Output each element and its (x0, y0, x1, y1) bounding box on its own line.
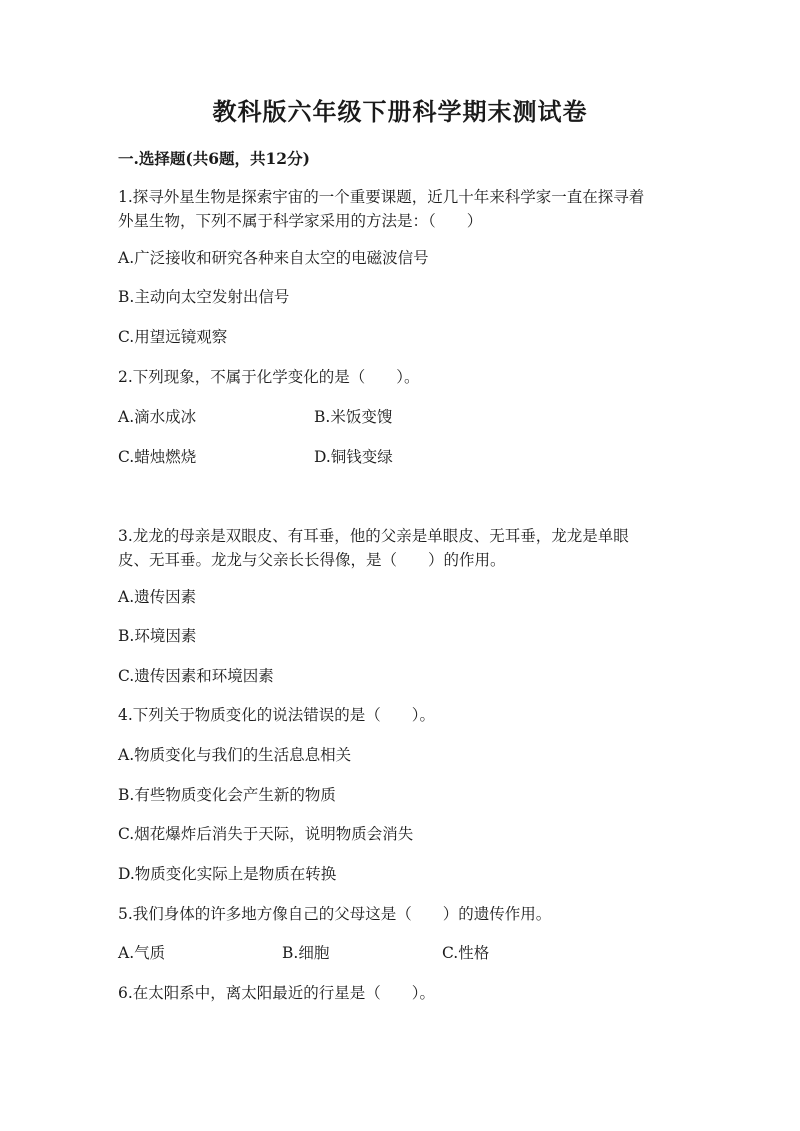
question-1-option-b: B.主动向太空发射出信号 (118, 288, 290, 306)
question-4-option-c: C.烟花爆炸后消失于天际，说明物质会消失 (118, 825, 414, 843)
question-3-stem-line-2: 皮、无耳垂。龙龙与父亲长长得像，是（ ）的作用。 (118, 551, 506, 569)
question-3-option-b: B.环境因素 (118, 627, 197, 645)
question-2-option-c: C.蜡烛燃烧 (118, 448, 197, 466)
question-3-option-c: C.遗传因素和环境因素 (118, 667, 274, 685)
section-heading: 一.选择题(共6题，共12分) (118, 149, 310, 168)
question-2-option-d: D.铜钱变绿 (314, 448, 393, 466)
question-5-option-a: A.气质 (118, 944, 166, 962)
question-4-option-a: A.物质变化与我们的生活息息相关 (118, 746, 352, 764)
question-4-option-b: B.有些物质变化会产生新的物质 (118, 786, 336, 804)
question-2-option-b: B.米饭变馊 (314, 408, 393, 426)
question-2-option-a: A.滴水成冰 (118, 408, 197, 426)
question-5-stem: 5.我们身体的许多地方像自己的父母这是（ ）的遗传作用。 (118, 905, 552, 923)
question-3-stem-line-1: 3.龙龙的母亲是双眼皮、有耳垂，他的父亲是单眼皮、无耳垂，龙龙是单眼 (118, 527, 629, 545)
question-1-stem-line-1: 1.探寻外星生物是探索宇宙的一个重要课题，近几十年来科学家一直在探寻着 (118, 188, 645, 206)
page-title: 教科版六年级下册科学期末测试卷 (212, 97, 588, 126)
question-5-option-c: C.性格 (442, 944, 490, 962)
question-1-stem-line-2: 外星生物，下列不属于科学家采用的方法是：（ ） (118, 212, 483, 230)
question-4-stem: 4.下列关于物质变化的说法错误的是（ ）。 (118, 706, 436, 724)
question-4-option-d: D.物质变化实际上是物质在转换 (118, 865, 337, 883)
question-1-option-c: C.用望远镜观察 (118, 328, 228, 346)
question-1-option-a: A.广泛接收和研究各种来自太空的电磁波信号 (118, 249, 429, 267)
question-3-option-a: A.遗传因素 (118, 588, 197, 606)
question-2-stem: 2.下列现象，不属于化学变化的是（ ）。 (118, 368, 420, 386)
question-5-option-b: B.细胞 (282, 944, 330, 962)
question-6-stem: 6.在太阳系中，离太阳最近的行星是（ ）。 (118, 984, 436, 1002)
